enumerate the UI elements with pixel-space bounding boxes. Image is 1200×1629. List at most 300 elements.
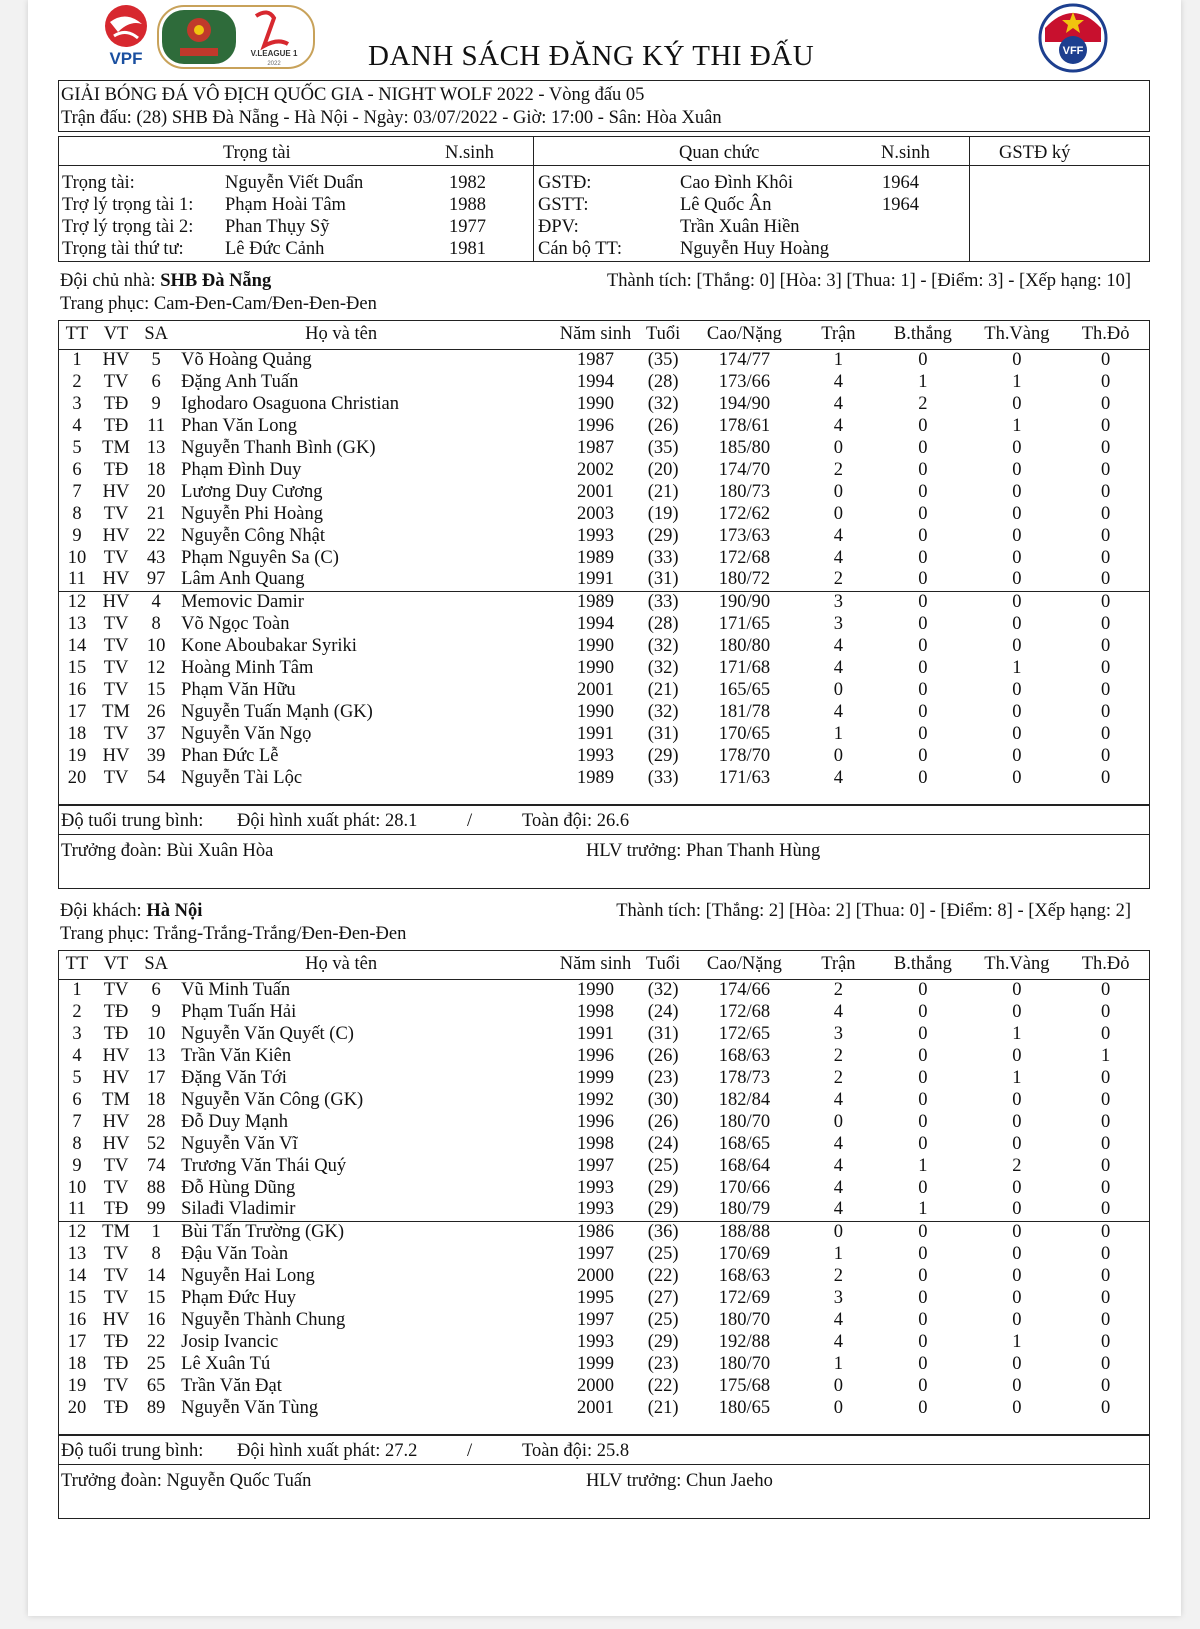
red-cards: 0 [1101,1375,1111,1396]
red-cards: 0 [1101,1397,1111,1418]
svg-text:VFF: VFF [1062,45,1084,57]
substitute-row [59,635,1149,657]
yellow-cards: 1 [1012,415,1022,436]
yellow-cards: 0 [1012,723,1022,744]
col-goals: B.thắng [893,324,952,345]
col-shirt-number: SA [144,954,168,975]
player-name: Bùi Tấn Trường (GK) [175,1221,551,1243]
away-head-coach: HLV trưởng: Chun Jaeho [586,1471,773,1491]
red-cards: 0 [1101,635,1111,656]
row-number: 16 [67,1309,87,1330]
substitute-row [59,679,1149,701]
shirt-number: 12 [146,657,166,678]
birth-year: 1998 [577,1001,615,1022]
birth-year: 1991 [577,569,615,590]
player-position: TV [103,679,129,700]
birth-year: 1994 [577,371,615,392]
substitute-row [59,591,1149,613]
player-age: (23) [647,1353,679,1374]
header-logos [100,2,340,72]
starter-row [59,1155,1149,1177]
player-name: Phạm Đình Duy [181,459,302,480]
matches-played: 4 [833,1155,844,1176]
shirt-number: 16 [146,1309,166,1330]
row-number: 9 [72,1155,82,1176]
red-cards: 0 [1101,613,1111,634]
match-details: Trận đấu: (28) SHB Đà Nẵng - Hà Nội - Ngày: 03/07/2022 - Giờ: 17:00 - Sân: Hòa Xuân [61,108,722,128]
referee-name: Phan Thụy Sỹ [225,216,330,237]
col-age: Tuổi [645,324,681,345]
shirt-number: 4 [137,591,175,613]
goals: 0 [918,1287,928,1308]
player-name: Nguyễn Công Nhật [181,525,326,546]
red-cards: 0 [1101,1089,1111,1110]
yellow-cards: 0 [1012,1199,1022,1220]
home-team-record: Thành tích: [Thắng: 0] [Hòa: 3] [Thua: 1] - [Điểm: 3] - [Xếp hạng: 10] [607,271,1131,291]
red-cards: 0 [1101,393,1111,414]
home-avg-slash: / [467,811,473,831]
height-weight: 190/90 [686,591,802,613]
goals: 0 [918,1089,928,1110]
matches-played: 0 [803,1221,875,1243]
roster-header-row [59,321,1149,349]
goals: 0 [874,1221,971,1243]
player-position: TV [103,503,129,524]
yellow-cards: 0 [1012,1111,1022,1132]
matches-played: 4 [833,371,844,392]
player-name: Nguyễn Hai Long [181,1265,315,1286]
birth-year: 1991 [577,723,615,744]
goals: 0 [918,1397,928,1418]
away-team-label: Đội khách: [60,901,142,921]
shirt-number: 9 [151,1001,161,1022]
height-weight: 174/70 [718,459,771,480]
matches-played: 2 [833,569,844,590]
shirt-number: 18 [146,1089,166,1110]
birth-year: 1990 [577,701,615,722]
row-number: 12 [59,1221,95,1243]
goals: 0 [918,1045,928,1066]
row-number: 7 [72,1111,82,1132]
player-age: (32) [647,701,679,722]
player-age: (29) [647,525,679,546]
col-referee: Trọng tài [223,143,291,163]
player-name: Đậu Văn Toàn [181,1243,289,1264]
roster-header-row [59,951,1149,979]
away-avg-slash: / [467,1441,473,1461]
shirt-number: 14 [146,1265,166,1286]
red-cards: 0 [1101,481,1111,502]
substitute-row [59,1397,1149,1419]
starter-row [59,349,1149,371]
height-weight: 180/70 [718,1353,771,1374]
officials-header-rule [59,165,1149,166]
matches-played: 1 [803,349,875,371]
player-position: HV [95,591,137,613]
starter-row [59,1177,1149,1199]
red-cards: 0 [1101,1155,1111,1176]
player-name: Phạm Nguyên Sa (C) [181,547,339,568]
player-position: TĐ [103,393,129,414]
player-age: (21) [647,1397,679,1418]
home-roster-box [58,320,1150,805]
player-name: Nguyễn Phi Hoàng [181,503,323,524]
matches-played: 0 [833,1111,844,1132]
col-gstd-sign: GSTĐ ký [999,143,1071,163]
player-age: (22) [647,1265,679,1286]
birth-year: 2001 [577,1397,615,1418]
player-age: (26) [647,415,679,436]
goals: 0 [918,1375,928,1396]
col-red-cards: Th.Đỏ [1081,954,1130,975]
player-age: (32) [640,979,686,1001]
yellow-cards: 1 [1012,1067,1022,1088]
staff-role: Cán bộ TT: [538,238,623,259]
referee-role: Trọng tài: [62,172,135,193]
shirt-number: 13 [146,437,166,458]
player-position: TĐ [103,1397,129,1418]
row-number: 1 [59,349,95,371]
player-age: (33) [647,547,679,568]
birth-year: 2000 [577,1375,615,1396]
away-team-name: Hà Nội [146,901,203,921]
matches-played: 4 [833,547,844,568]
red-cards: 0 [1101,1023,1111,1044]
matches-played: 3 [803,591,875,613]
yellow-cards: 0 [1012,1309,1022,1330]
svg-text:VPF: VPF [109,49,143,68]
matches-played: 0 [833,437,844,458]
player-age: (29) [647,1177,679,1198]
player-name: Silađi Vladimir [181,1199,296,1220]
row-number: 1 [59,979,95,1001]
substitute-row [59,701,1149,723]
player-position: TĐ [103,1331,129,1352]
player-name: Võ Hoàng Quảng [175,349,551,371]
goals: 0 [918,437,928,458]
away-roster-box [58,950,1150,1435]
height-weight: 194/90 [718,393,771,414]
yellow-cards: 0 [1012,1287,1022,1308]
matches-played: 4 [833,657,844,678]
player-position: TĐ [103,1001,129,1022]
yellow-cards: 1 [1012,1331,1022,1352]
player-name: Lương Duy Cương [181,481,323,502]
starter-row [59,481,1149,503]
starter-row [59,437,1149,459]
player-name: Phan Đức Lễ [181,745,279,766]
player-age: (25) [647,1309,679,1330]
birth-year: 1997 [577,1309,615,1330]
vff-logo [1035,2,1111,76]
height-weight: 170/66 [718,1177,771,1198]
birth-year: 1997 [577,1155,615,1176]
birth-year: 2003 [577,503,615,524]
red-cards: 0 [1101,459,1111,480]
player-position: HV [102,569,130,590]
height-weight: 173/63 [718,525,771,546]
shirt-number: 65 [146,1375,166,1396]
officials-box [58,136,1150,262]
red-cards: 0 [1101,657,1111,678]
yellow-cards: 1 [1012,371,1022,392]
yellow-cards: 0 [1012,701,1022,722]
shirt-number: 89 [146,1397,166,1418]
starter-row [59,1089,1149,1111]
referee-row [59,172,489,194]
player-name: Memovic Damir [175,591,551,613]
goals: 0 [874,979,971,1001]
player-position: TV [103,1375,129,1396]
height-weight: 165/65 [718,679,771,700]
home-team-kit: Trang phục: Cam-Đen-Cam/Đen-Đen-Đen [60,294,377,314]
player-position: TV [103,613,129,634]
player-age: (27) [647,1287,679,1308]
referee-name: Nguyễn Viết Duẩn [225,172,364,193]
home-team-name: SHB Đà Nẵng [160,271,272,291]
red-cards: 0 [1101,1133,1111,1154]
row-number: 8 [72,503,82,524]
yellow-cards: 0 [1012,1177,1022,1198]
height-weight: 180/79 [718,1199,771,1220]
shirt-number: 37 [146,723,166,744]
yellow-cards: 0 [1012,547,1022,568]
col-official: Quan chức [679,143,760,163]
starter-row [59,1111,1149,1133]
height-weight: 180/70 [718,1309,771,1330]
height-weight: 178/61 [718,415,771,436]
player-age: (29) [647,745,679,766]
starter-row [59,525,1149,547]
player-name: Vũ Minh Tuấn [175,979,551,1001]
yellow-cards: 2 [1012,1155,1022,1176]
goals: 0 [874,591,971,613]
yellow-cards: 0 [1012,1243,1022,1264]
red-cards: 0 [1101,503,1111,524]
height-weight: 181/78 [718,701,771,722]
red-cards: 0 [1101,1001,1111,1022]
height-weight: 172/62 [718,503,771,524]
yellow-cards: 0 [971,1221,1062,1243]
row-number: 3 [72,1023,82,1044]
row-number: 8 [72,1133,82,1154]
red-cards: 0 [1101,371,1111,392]
referee-birth: 1988 [449,194,486,215]
row-number: 11 [68,569,86,590]
height-weight: 192/88 [718,1331,771,1352]
row-number: 15 [67,1287,87,1308]
birth-year: 1993 [577,745,615,766]
height-weight: 171/68 [718,657,771,678]
referees-table [59,172,489,260]
matches-played: 4 [833,393,844,414]
away-avg-team: Toàn đội: 25.8 [522,1441,630,1461]
height-weight: 168/65 [718,1133,771,1154]
home-roster-table [59,321,1149,789]
match-competition: GIẢI BÓNG ĐÁ VÔ ĐỊCH QUỐC GIA - NIGHT WOLF 2022 - Vòng đấu 05 [61,85,645,105]
player-position: HV [102,1111,130,1132]
yellow-cards: 0 [1012,437,1022,458]
col-player-name: Họ và tên [305,324,378,345]
player-position: TĐ [103,1353,129,1374]
col-height-weight: Cao/Nặng [706,954,782,975]
yellow-cards: 0 [1012,393,1022,414]
player-position: TV [103,1155,129,1176]
referee-name: Lê Đức Cảnh [225,238,325,259]
player-position: TM [102,701,130,722]
matches-played: 0 [833,1397,844,1418]
svg-text:2022: 2022 [267,61,281,67]
yellow-cards: 0 [1012,767,1022,788]
matches-played: 1 [833,1243,844,1264]
matches-played: 4 [833,635,844,656]
red-cards: 0 [1101,1265,1111,1286]
player-age: (32) [647,635,679,656]
col-red-cards: Th.Đỏ [1081,324,1130,345]
shirt-number: 39 [146,745,166,766]
substitute-row [59,745,1149,767]
player-name: Đỗ Duy Mạnh [181,1111,289,1132]
row-number: 5 [72,437,82,458]
birth-year: 1997 [577,1243,615,1264]
goals: 0 [918,723,928,744]
col-position: VT [103,954,129,975]
row-number: 4 [72,415,82,436]
red-cards: 0 [1062,1221,1149,1243]
goals: 0 [918,525,928,546]
staff-role: GSTĐ: [538,172,592,193]
substitute-row [59,1221,1149,1243]
yellow-cards: 0 [971,979,1062,1001]
player-name: Trương Văn Thái Quý [181,1155,347,1176]
shirt-number: 21 [146,503,166,524]
away-avg-label: Độ tuổi trung bình: [61,1441,204,1461]
birth-year: 1995 [577,1287,615,1308]
row-number: 9 [72,525,82,546]
height-weight: 168/64 [718,1155,771,1176]
goals: 0 [874,349,971,371]
home-head-coach: HLV trưởng: Phan Thanh Hùng [586,841,821,861]
referee-row [59,238,489,260]
home-avg-team: Toàn đội: 26.6 [522,811,630,831]
matches-played: 3 [833,1023,844,1044]
red-cards: 0 [1101,701,1111,722]
shirt-number: 20 [146,481,166,502]
home-team-label: Đội chủ nhà: [60,271,156,291]
birth-year: 1999 [577,1353,615,1374]
matches-played: 0 [833,481,844,502]
matches-played: 2 [833,459,844,480]
player-name: Phạm Văn Hữu [181,679,296,700]
red-cards: 0 [1101,1067,1111,1088]
height-weight: 172/65 [718,1023,771,1044]
birth-year: 1986 [551,1221,640,1243]
goals: 0 [918,1353,928,1374]
birth-year: 1993 [577,1199,615,1220]
staff-name: Cao Đình Khôi [680,172,794,193]
player-position: TV [95,979,137,1001]
goals: 0 [918,635,928,656]
height-weight: 185/80 [718,437,771,458]
home-team-leader: Trưởng đoàn: Bùi Xuân Hòa [61,841,274,861]
row-number: 4 [72,1045,82,1066]
matches-played: 1 [833,723,844,744]
yellow-cards: 0 [1012,1265,1022,1286]
birth-year: 1999 [577,1067,615,1088]
player-position: TĐ [103,1023,129,1044]
red-cards: 0 [1101,1353,1111,1374]
height-weight: 180/72 [718,569,771,590]
player-name: Nguyễn Văn Tùng [181,1397,319,1418]
birth-year: 1993 [577,1177,615,1198]
red-cards: 0 [1101,767,1111,788]
shirt-number: 10 [146,1023,166,1044]
referee-role: Trợ lý trọng tài 1: [62,194,194,215]
substitute-row [59,1287,1149,1309]
away-roster-table [59,951,1149,1419]
height-weight: 180/65 [718,1397,771,1418]
goals: 0 [918,1265,928,1286]
height-weight: 175/68 [718,1375,771,1396]
red-cards: 0 [1101,569,1111,590]
substitute-row [59,1265,1149,1287]
starter-row [59,1045,1149,1067]
player-name: Nguyễn Thành Chung [181,1309,346,1330]
shirt-number: 22 [146,525,166,546]
col-position: VT [103,324,129,345]
vleague-sponsor-logo [156,4,316,70]
yellow-cards: 0 [1012,745,1022,766]
row-number: 13 [67,1243,87,1264]
substitute-row [59,613,1149,635]
referee-name: Phạm Hoài Tâm [225,194,346,215]
goals: 0 [918,1111,928,1132]
row-number: 6 [72,459,82,480]
matches-played: 0 [833,503,844,524]
starter-row [59,1067,1149,1089]
goals: 0 [918,613,928,634]
home-avg-label: Độ tuổi trung bình: [61,811,204,831]
height-weight: 180/73 [718,481,771,502]
row-number: 2 [72,1001,82,1022]
row-number: 3 [72,393,82,414]
staff-role: GSTT: [538,194,589,215]
substitute-row [59,1243,1149,1265]
birth-year: 2001 [577,679,615,700]
player-age: (35) [647,437,679,458]
player-name: Đỗ Hùng Dũng [181,1177,296,1198]
col-matches: Trận [821,324,856,345]
yellow-cards: 0 [971,349,1062,371]
shirt-number: 43 [146,547,166,568]
birth-year: 1990 [551,979,640,1001]
height-weight: 172/69 [718,1287,771,1308]
goals: 0 [918,1023,928,1044]
birth-year: 2002 [577,459,615,480]
starter-row [59,415,1149,437]
player-position: TM [95,1221,137,1243]
row-number: 7 [72,481,82,502]
yellow-cards: 0 [1012,481,1022,502]
shirt-number: 22 [146,1331,166,1352]
staff-row [535,194,922,216]
yellow-cards: 0 [1012,635,1022,656]
player-position: TĐ [103,415,129,436]
player-age: (32) [647,657,679,678]
player-age: (20) [647,459,679,480]
yellow-cards: 0 [1012,1045,1022,1066]
matches-played: 2 [833,1067,844,1088]
